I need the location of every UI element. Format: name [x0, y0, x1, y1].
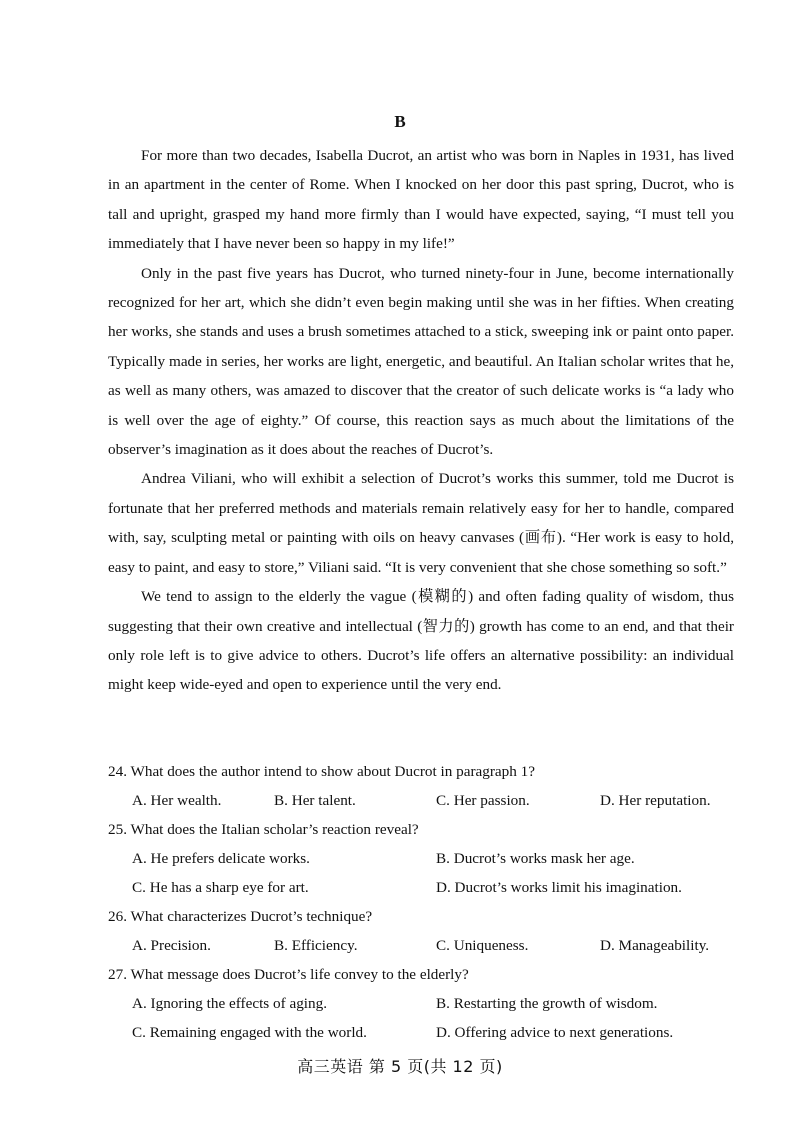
question-number: 26.	[108, 908, 127, 925]
question-26	[108, 902, 734, 931]
reading-passage	[108, 141, 734, 700]
option-d: D. Her reputation.	[600, 792, 711, 809]
option-c: C. Uniqueness.	[436, 937, 529, 954]
option-a: A. Ignoring the effects of aging.	[132, 995, 327, 1012]
question-number: 27.	[108, 966, 127, 983]
options-row	[108, 989, 734, 1018]
option-d: D. Ducrot’s works limit his imagination.	[436, 879, 682, 896]
options-row	[108, 873, 734, 902]
question-list	[108, 757, 734, 1047]
question-stem: What characterizes Ducrot’s technique?	[130, 908, 373, 925]
options-row	[108, 1018, 734, 1047]
question-27	[108, 960, 734, 989]
option-c: C. Her passion.	[436, 792, 530, 809]
question-stem: What does the author intend to show about Ducrot in paragraph 1?	[130, 763, 535, 780]
question-stem: What message does Ducrot’s life convey to the elderly?	[130, 966, 469, 983]
option-d: D. Offering advice to next generations.	[436, 1024, 674, 1041]
option-a: A. Precision.	[132, 937, 211, 954]
question-stem: What does the Italian scholar’s reaction reveal?	[130, 821, 419, 838]
option-c: C. He has a sharp eye for art.	[132, 879, 309, 896]
option-a: A. Her wealth.	[132, 792, 222, 809]
option-b: B. Restarting the growth of wisdom.	[436, 995, 658, 1012]
paragraph-2: Only in the past five years has Ducrot, who turned ninety-four in June, become internationally recognized for her art, which she didn’t even begin making until she was in her fifties. When creating her works, she stands and uses a brush sometimes attached to a stick, sweeping ink or paint onto paper. Typically made in series, her works are light, energetic, and beautiful. An Italian scholar writes that he, as well as many others, was amazed to discover that the creator of such delicate works is “a lady who is well over the age of eighty.” Of course, this reaction says as much about the limitations of the observer’s imagination as it does about the reaches of Ducrot’s.	[108, 264, 734, 459]
question-number: 25.	[108, 821, 127, 838]
paragraph-4: We tend to assign to the elderly the vague (模糊的) and often fading quality of wisdom, thus suggesting that their own creative and intellectual (智力的) growth has come to an end, and that their only role left is to give advice to others. Ducrot’s life offers an alternative possibility: an individual might keep wide-eyed and open to experience until the very end.	[108, 588, 734, 694]
options-row	[108, 931, 734, 960]
options-row	[108, 844, 734, 873]
paragraph-1: For more than two decades, Isabella Ducrot, an artist who was born in Naples in 1931, has lived in an apartment in the center of Rome. When I knocked on her door this past spring, Ducrot, who is tall and upright, grasped my hand more firmly than I would have expected, saying, “I must tell you immediately that I have never been so happy in my life!”	[108, 147, 734, 253]
page-footer: 高三英语 第 5 页(共 12 页)	[297, 1057, 503, 1076]
options-row	[108, 786, 734, 815]
option-c: C. Remaining engaged with the world.	[132, 1024, 367, 1041]
paragraph-3: Andrea Viliani, who will exhibit a selection of Ducrot’s works this summer, told me Ducrot is fortunate that her preferred methods and materials remain relatively easy for her to handle, compared with, say, sculpting metal or painting with oils on heavy canvases (画布). “Her work is easy to hold, easy to paint, and easy to store,” Viliani said. “It is very convenient that she chose something so soft.”	[108, 470, 734, 576]
question-24	[108, 757, 734, 786]
option-a: A. He prefers delicate works.	[132, 850, 310, 867]
option-b: B. Efficiency.	[274, 937, 358, 954]
option-b: B. Ducrot’s works mask her age.	[436, 850, 635, 867]
question-25	[108, 815, 734, 844]
question-number: 24.	[108, 763, 127, 780]
section-heading: B	[394, 112, 406, 131]
option-d: D. Manageability.	[600, 937, 710, 954]
option-b: B. Her talent.	[274, 792, 356, 809]
